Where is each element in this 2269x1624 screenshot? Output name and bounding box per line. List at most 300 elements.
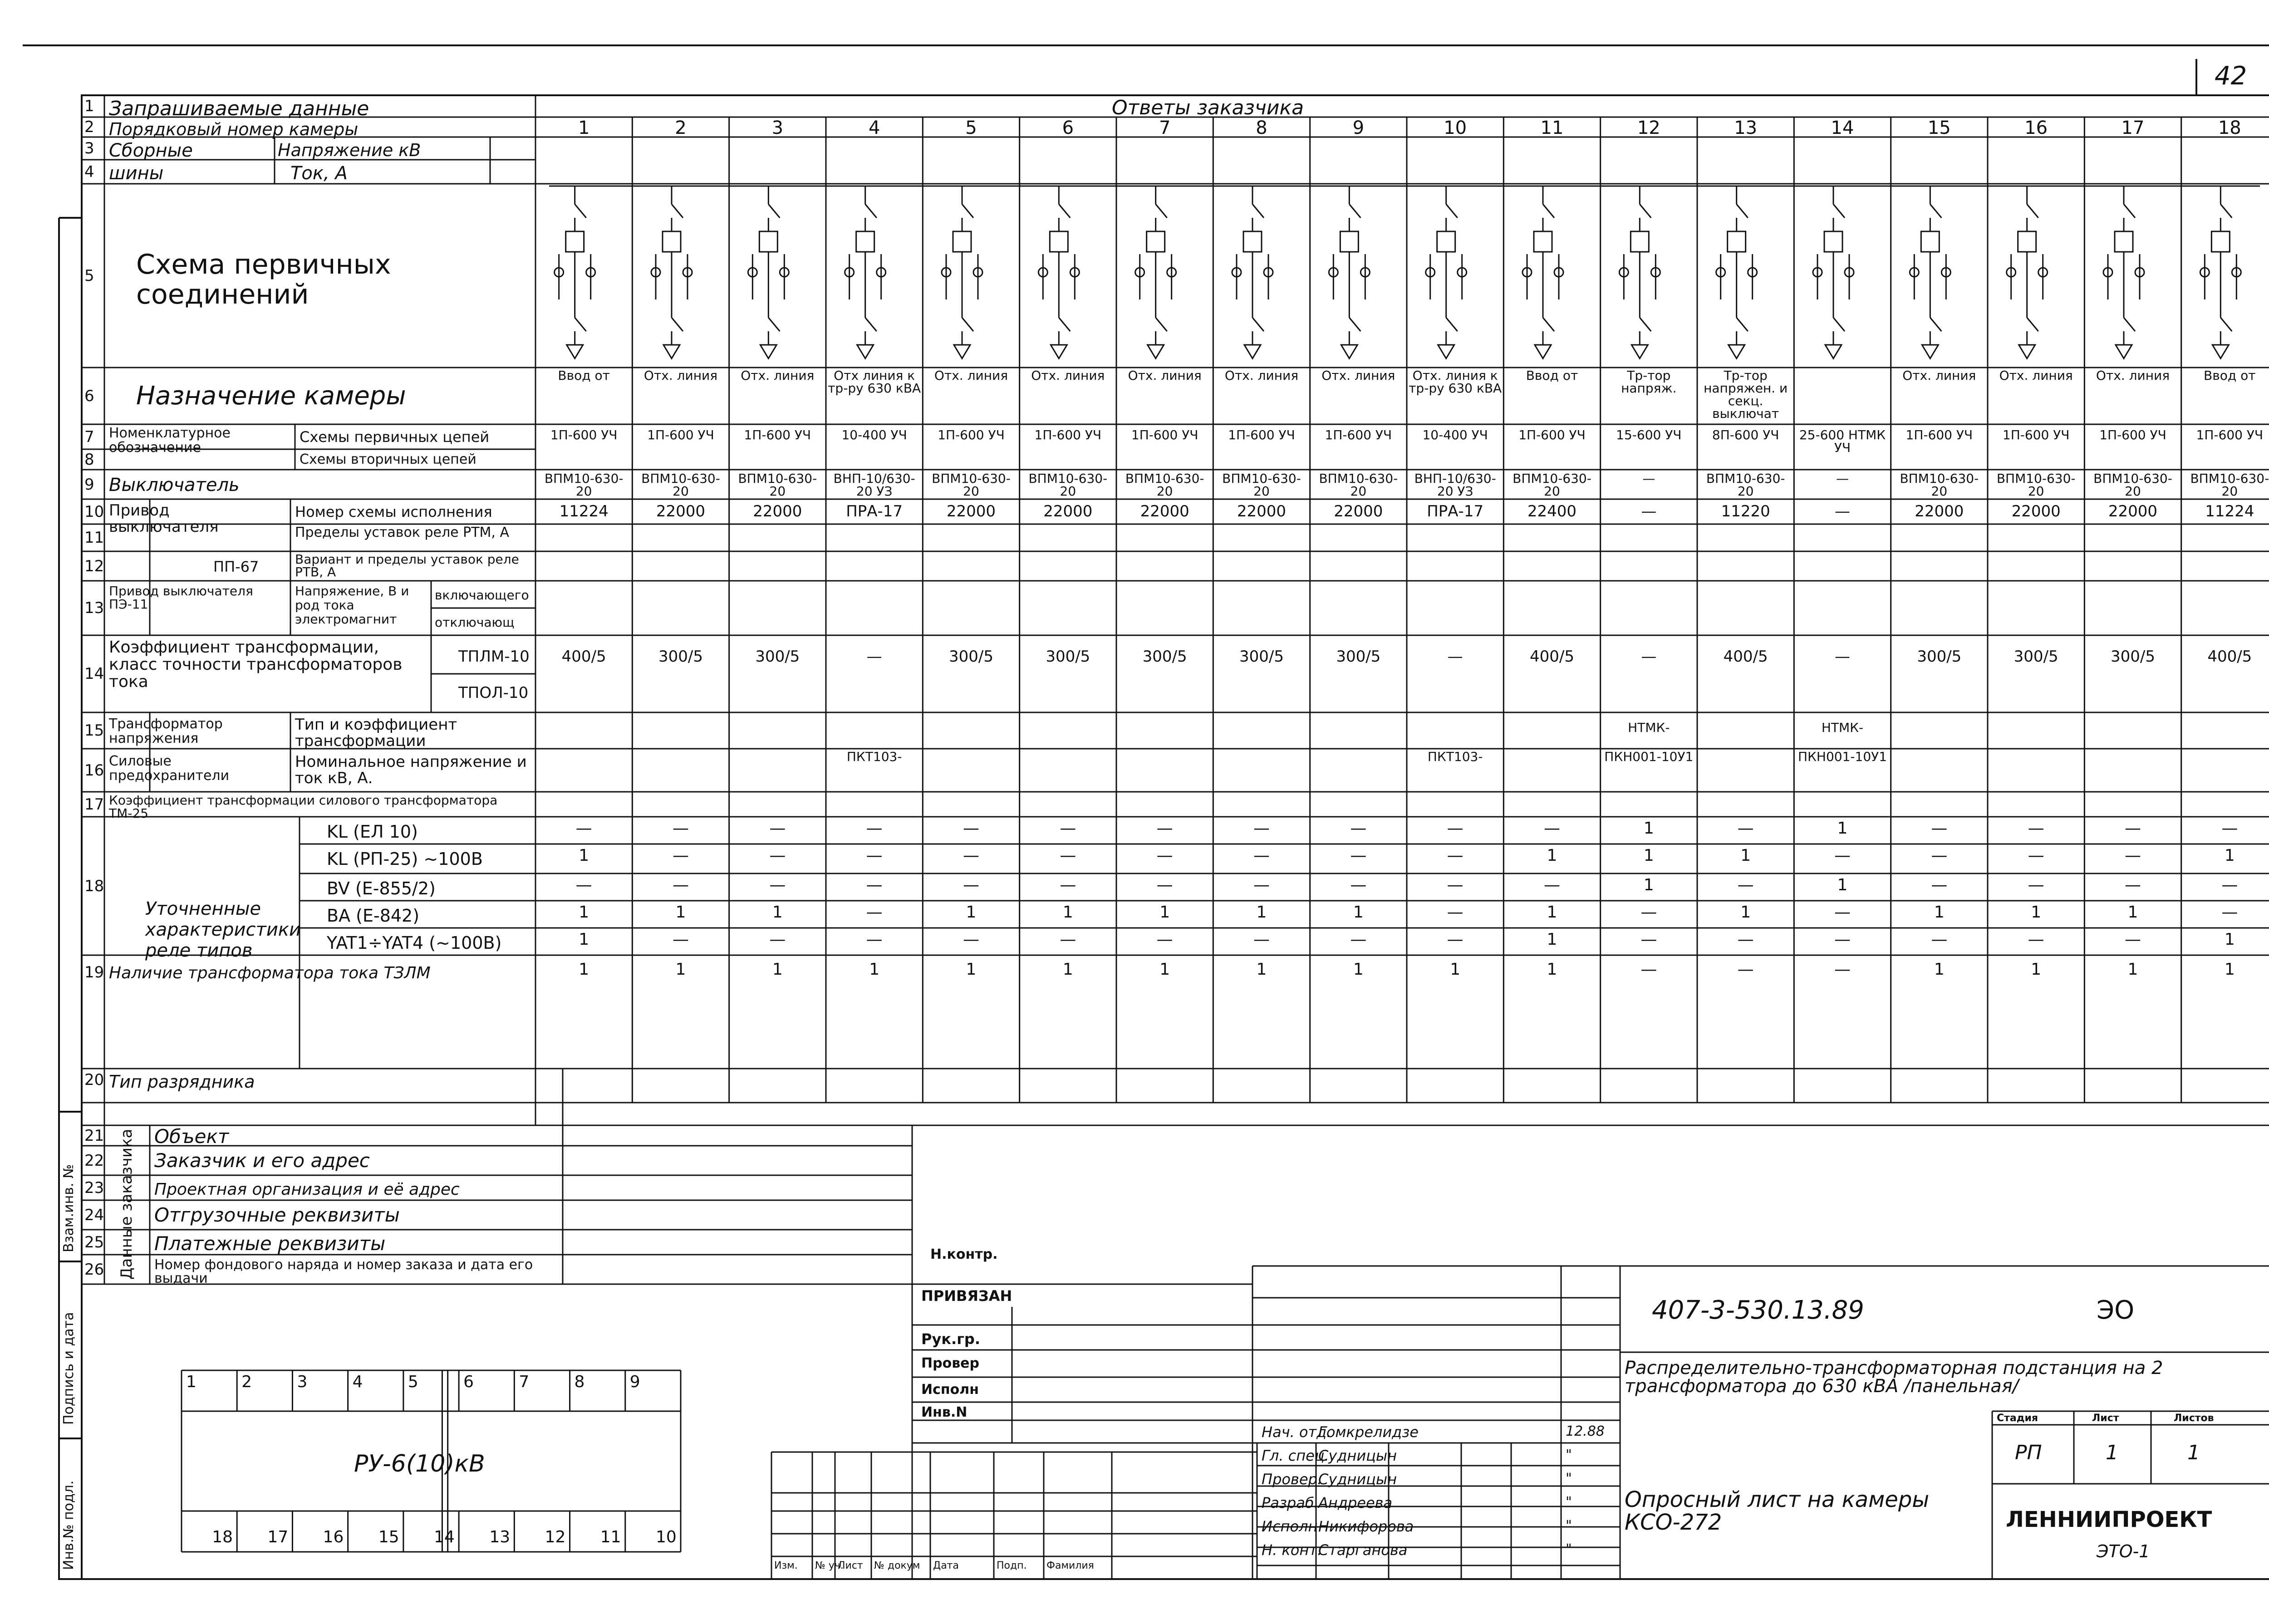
label-fuses: Силовые предохранители: [109, 753, 230, 784]
row-number-2: 2: [84, 118, 94, 136]
stamp-prover: Провер: [921, 1355, 979, 1371]
ru-cell-bottom-10: 10: [656, 1528, 677, 1546]
relay-kl-el10-cam-4: —: [866, 819, 883, 838]
purpose-cam-9: Отх. линия: [1321, 368, 1395, 383]
breaker-cam-12: —: [1642, 471, 1655, 486]
label-pp67: ПП-67: [213, 558, 259, 575]
purpose-cam-10: Отх. линия к тр-ру 630 кВА: [1409, 368, 1502, 396]
stamp-ispoln: Исполн: [921, 1382, 979, 1398]
label-busbars: Сборные: [109, 140, 193, 161]
stamp-signer-date-4: ": [1566, 1494, 1572, 1510]
vt-type-cam-14: НТМК-: [1821, 720, 1864, 735]
scheme-no-cam-15: 22000: [1915, 502, 1964, 520]
ru-cell-top-1: 1: [186, 1373, 196, 1391]
ct-ratio-cam-3: 300/5: [755, 648, 800, 666]
label-closing: включающего: [435, 588, 529, 603]
stamp-stage: РП: [2015, 1441, 2042, 1464]
stamp-signer-role-4: Разраб.: [1262, 1494, 1319, 1511]
relay-yat-cam-18: 1: [2224, 930, 2235, 949]
label-nomenclature: Номенклатурное обозначение: [109, 425, 231, 456]
row-number-22: 22: [84, 1151, 104, 1170]
breaker-cam-16: ВПМ10-630-20: [1996, 471, 2076, 499]
relay-bv-cam-13: —: [1737, 876, 1754, 894]
relay-kl-rp25-cam-4: —: [866, 846, 883, 865]
scheme-camera-3: [748, 186, 789, 358]
ru-cell-bottom-18: 18: [212, 1528, 233, 1546]
cameras-cam-15: 15: [1927, 118, 1951, 138]
scheme-no-cam-13: 11220: [1721, 502, 1770, 520]
purpose-cam-16: Отх. линия: [1999, 368, 2073, 383]
ct-ratio-cam-8: 300/5: [1239, 648, 1284, 666]
scheme-no-cam-10: ПРА-17: [1427, 502, 1484, 520]
relay-kl-rp25-cam-8: —: [1253, 846, 1270, 865]
fuse-cam-4: ПКТ103-: [846, 749, 902, 764]
stamp-rev-col-6: Подп.: [997, 1560, 1027, 1571]
relay-kl-el10-cam-7: —: [1156, 819, 1173, 838]
relay-yat-cam-1: 1: [579, 930, 589, 949]
primary-cam-1: 1П-600 УЧ: [550, 427, 618, 442]
relay-ba-cam-9: 1: [1353, 903, 1364, 922]
relay-kl-rp25-cam-5: —: [963, 846, 979, 865]
relay-yat-cam-15: —: [1931, 930, 1948, 949]
relay-bv-cam-11: —: [1543, 876, 1560, 894]
relay-kl-el10-cam-9: —: [1350, 819, 1367, 838]
row-number-17: 17: [84, 795, 104, 814]
row-number-4: 4: [84, 162, 94, 181]
breaker-cam-8: ВПМ10-630-20: [1222, 471, 1301, 499]
tzlm-cam-1: 1: [579, 960, 589, 979]
row-number-7: 7: [84, 427, 94, 446]
relay-yat-cam-12: —: [1640, 930, 1657, 949]
relay-kl-rp25-cam-10: —: [1447, 846, 1464, 865]
tzlm-cam-12: —: [1640, 960, 1657, 979]
label-busbars-2: шины: [109, 163, 164, 184]
fuse-cam-14: ПКН001-10У1: [1798, 749, 1887, 764]
scheme-camera-6: [1038, 186, 1079, 358]
purpose-cam-1: Ввод от: [558, 368, 610, 383]
relay-yat-cam-9: —: [1350, 930, 1367, 949]
primary-cam-11: 1П-600 УЧ: [1518, 427, 1586, 442]
cameras-cam-8: 8: [1256, 118, 1267, 138]
label-secondary-circuits: Схемы вторичных цепей: [300, 451, 476, 467]
stamp-org: ЛЕННИИПРОЕКТ: [2006, 1507, 2212, 1532]
label-camera-purpose: Назначение камеры: [136, 381, 406, 411]
scheme-no-cam-7: 22000: [1140, 502, 1189, 520]
ru-cell-bottom-15: 15: [378, 1528, 399, 1546]
ru-block-title: РУ-6(10)кВ: [354, 1450, 485, 1477]
row-number-20: 20: [84, 1071, 104, 1089]
purpose-cam-11: Ввод от: [1526, 368, 1578, 383]
relay-kl-el10-cam-11: —: [1543, 819, 1560, 838]
purpose-cam-3: Отх. линия: [741, 368, 815, 383]
relay-ba-cam-14: —: [1834, 903, 1851, 922]
cameras-cam-6: 6: [1062, 118, 1074, 138]
scheme-no-cam-12: —: [1641, 502, 1657, 520]
stamp-signer-date-1: 12.88: [1566, 1423, 1605, 1439]
relay-kl-rp25-cam-9: —: [1350, 846, 1367, 865]
relay-kl-el10-cam-17: —: [2124, 819, 2141, 838]
relay-kl-el10-cam-5: —: [963, 819, 979, 838]
label-tplm10: ТПЛМ-10: [458, 648, 530, 666]
stamp-rev-col-3: Лист: [838, 1560, 863, 1571]
side-stamp-inv: Инв.№ подл.: [61, 1480, 77, 1570]
primary-cam-10: 10-400 УЧ: [1422, 427, 1488, 442]
stamp-inv: Инв.N: [921, 1404, 968, 1420]
label-primary-scheme: Схема первичных соединений: [136, 249, 391, 310]
relay-kl-el10-cam-10: —: [1447, 819, 1464, 838]
relay-kl-rp25-cam-1: 1: [579, 846, 589, 865]
row-number-25: 25: [84, 1233, 104, 1251]
relay-type-1: KL (ЕЛ 10): [327, 822, 418, 842]
relay-ba-cam-13: 1: [1740, 903, 1751, 922]
relay-yat-cam-10: —: [1447, 930, 1464, 949]
relay-bv-cam-2: —: [672, 876, 689, 894]
ru-cell-bottom-16: 16: [323, 1528, 344, 1546]
scheme-no-cam-16: 22000: [2011, 502, 2061, 520]
ct-ratio-cam-7: 300/5: [1142, 648, 1187, 666]
ct-ratio-cam-10: —: [1447, 648, 1463, 666]
scheme-no-cam-8: 22000: [1237, 502, 1287, 520]
scheme-no-cam-18: 11224: [2205, 502, 2254, 520]
stamp-project-title: Распределительно-трансформаторная подстанция на 2 трансформатора до 630 кВА /панельная/: [1625, 1358, 2163, 1397]
stamp-rev-col-4: № докум: [874, 1560, 920, 1571]
relay-bv-cam-4: —: [866, 876, 883, 894]
scheme-no-cam-6: 22000: [1043, 502, 1093, 520]
relay-kl-rp25-cam-13: 1: [1740, 846, 1751, 865]
relay-ba-cam-15: 1: [1934, 903, 1945, 922]
ru-cell-top-6: 6: [463, 1373, 474, 1391]
stamp-signer-name-1: Гомкрелидзе: [1318, 1423, 1419, 1441]
relay-kl-rp25-cam-17: —: [2124, 846, 2141, 865]
relay-kl-el10-cam-3: —: [769, 819, 786, 838]
ru-cell-top-7: 7: [519, 1373, 530, 1391]
tzlm-cam-13: —: [1737, 960, 1754, 979]
purpose-cam-15: Отх. линия: [1902, 368, 1976, 383]
relay-kl-rp25-cam-6: —: [1060, 846, 1076, 865]
cameras-cam-18: 18: [2218, 118, 2241, 138]
stamp-sheet: 1: [2106, 1441, 2118, 1464]
cameras-cam-14: 14: [1831, 118, 1854, 138]
relay-yat-cam-6: —: [1060, 930, 1076, 949]
relay-kl-rp25-cam-3: —: [769, 846, 786, 865]
relay-kl-el10-cam-2: —: [672, 819, 689, 838]
scheme-camera-7: [1135, 186, 1176, 358]
answers-title: Ответы заказчика: [1112, 96, 1304, 119]
relay-kl-rp25-cam-12: 1: [1643, 846, 1654, 865]
scheme-no-cam-11: 22400: [1527, 502, 1577, 520]
label-aux-transformer: Коэффициент трансформации силового трансформатора ТМ-25: [109, 793, 498, 821]
cameras-cam-3: 3: [771, 118, 784, 138]
label-drive: Привод выключателя: [109, 501, 219, 536]
relay-yat-cam-16: —: [2028, 930, 2044, 949]
relay-ba-cam-1: 1: [579, 903, 589, 922]
label-customer-data-vertical: Данные заказчика: [118, 1128, 136, 1280]
label-current: Ток, А: [290, 163, 348, 184]
stamp-signer-name-6: Старганова: [1318, 1541, 1408, 1559]
scheme-camera-8: [1232, 186, 1273, 358]
relay-ba-cam-3: 1: [772, 903, 783, 922]
primary-cam-4: 10-400 УЧ: [841, 427, 907, 442]
ct-ratio-cam-1: 400/5: [561, 648, 606, 666]
label-design-org: Проектная организация и её адрес: [154, 1180, 460, 1199]
scheme-camera-18: [2200, 186, 2241, 358]
relay-ba-cam-12: —: [1640, 903, 1657, 922]
label-drive-pe11: Привод выключателя ПЭ-11: [109, 584, 253, 612]
cameras-cam-9: 9: [1352, 118, 1365, 138]
side-stamp-sign: Подпись и дата: [61, 1312, 77, 1425]
label-tzlm: Наличие трансформатора тока ТЗЛМ: [109, 964, 431, 982]
label-voltage: Напряжение кВ: [278, 140, 421, 160]
breaker-cam-11: ВПМ10-630-20: [1513, 471, 1591, 499]
ct-ratio-cam-9: 300/5: [1336, 648, 1381, 666]
primary-cam-3: 1П-600 УЧ: [744, 427, 811, 442]
ru-cell-bottom-12: 12: [545, 1528, 566, 1546]
relay-ba-cam-16: 1: [2031, 903, 2042, 922]
label-rtv-limits: Вариант и пределы уставок реле РТВ, А: [295, 552, 519, 579]
stamp-rev-col-5: Дата: [933, 1560, 959, 1571]
scheme-camera-5: [942, 186, 982, 358]
relay-ba-cam-7: 1: [1159, 903, 1170, 922]
scheme-no-cam-2: 22000: [656, 502, 706, 520]
stamp-signer-date-6: ": [1566, 1541, 1572, 1557]
row-number-13: 13: [84, 599, 104, 617]
ru-cell-bottom-17: 17: [267, 1528, 289, 1546]
ct-ratio-cam-13: 400/5: [1723, 648, 1768, 666]
stamp-signer-date-3: ": [1566, 1471, 1572, 1487]
purpose-cam-12: Тр-тор напряж.: [1621, 368, 1677, 396]
relay-kl-rp25-cam-18: 1: [2224, 846, 2235, 865]
scheme-camera-1: [555, 186, 595, 358]
breaker-cam-13: ВПМ10-630-20: [1706, 471, 1785, 499]
tzlm-cam-9: 1: [1353, 960, 1364, 979]
primary-cam-18: 1П-600 УЧ: [2196, 427, 2264, 442]
tzlm-cam-17: 1: [2127, 960, 2138, 979]
label-arrester: Тип разрядника: [109, 1072, 255, 1092]
stamp-org-code: ЭТО-1: [2097, 1541, 2150, 1561]
row-number-11: 11: [84, 529, 104, 547]
breaker-cam-14: —: [1836, 471, 1849, 486]
relay-yat-cam-14: —: [1834, 930, 1851, 949]
label-shipping: Отгрузочные реквизиты: [154, 1204, 400, 1226]
sheet-number: 42: [2215, 61, 2247, 91]
relay-bv-cam-7: —: [1156, 876, 1173, 894]
ru-cell-bottom-13: 13: [489, 1528, 511, 1546]
side-stamp-replace: Взам.инв. №: [61, 1164, 77, 1252]
ct-ratio-cam-11: 400/5: [1530, 648, 1574, 666]
cameras-cam-16: 16: [2024, 118, 2048, 138]
scheme-camera-10: [1426, 186, 1467, 358]
relay-kl-el10-cam-18: —: [2221, 819, 2238, 838]
cameras-cam-17: 17: [2121, 118, 2145, 138]
scheme-no-cam-14: —: [1834, 502, 1850, 520]
label-tpol10: ТПОЛ-10: [458, 684, 529, 702]
scheme-camera-2: [651, 186, 692, 358]
stamp-signer-date-5: ": [1566, 1518, 1572, 1534]
label-vt-type: Тип и коэффициент трансформации: [295, 716, 457, 750]
stamp-signer-name-3: Судницын: [1318, 1471, 1397, 1488]
ru-cell-bottom-14: 14: [434, 1528, 455, 1546]
relay-bv-cam-1: —: [575, 876, 592, 894]
purpose-cam-17: Отх. линия: [2096, 368, 2170, 383]
label-breaker: Выключатель: [109, 475, 240, 496]
ct-ratio-cam-2: 300/5: [658, 648, 703, 666]
stamp-doc-suffix: ЭО: [2097, 1295, 2135, 1325]
relay-kl-el10-cam-15: —: [1931, 819, 1948, 838]
tzlm-cam-7: 1: [1159, 960, 1170, 979]
scheme-camera-4: [845, 186, 886, 358]
scheme-no-cam-1: 11224: [559, 502, 609, 520]
row-number-21: 21: [84, 1126, 104, 1145]
row-number-26: 26: [84, 1260, 104, 1279]
relay-bv-cam-12: 1: [1643, 876, 1654, 894]
relay-kl-el10-cam-8: —: [1253, 819, 1270, 838]
tzlm-cam-2: 1: [675, 960, 686, 979]
relay-kl-el10-cam-14: 1: [1837, 819, 1848, 838]
breaker-cam-1: ВПМ10-630-20: [544, 471, 624, 499]
primary-cam-5: 1П-600 УЧ: [938, 427, 1005, 442]
ct-ratio-cam-14: —: [1834, 648, 1850, 666]
tzlm-cam-6: 1: [1062, 960, 1073, 979]
scheme-camera-16: [2007, 186, 2048, 358]
stamp-signer-role-6: Н. конт.: [1262, 1541, 1322, 1559]
relay-yat-cam-17: —: [2124, 930, 2141, 949]
relay-type-2: KL (РП-25) ~100В: [327, 849, 483, 869]
relay-bv-cam-17: —: [2124, 876, 2141, 894]
stamp-stage-label: Стадия: [1997, 1413, 2038, 1424]
stamp-sheets: 1: [2187, 1441, 2200, 1464]
label-vt: Трансформатор напряжения: [109, 716, 223, 746]
purpose-cam-7: Отх. линия: [1128, 368, 1202, 383]
relay-yat-cam-4: —: [866, 930, 883, 949]
label-object: Объект: [154, 1125, 229, 1148]
fuse-cam-12: ПКН001-10У1: [1604, 749, 1694, 764]
ru-cell-top-3: 3: [297, 1373, 308, 1391]
fuse-cam-10: ПКТ103-: [1427, 749, 1483, 764]
ct-ratio-cam-17: 300/5: [2111, 648, 2155, 666]
scheme-camera-15: [1910, 186, 1950, 358]
scheme-camera-11: [1522, 186, 1563, 358]
relay-bv-cam-8: —: [1253, 876, 1270, 894]
purpose-cam-4: Отх линия к тр-ру 630 кВА: [828, 368, 921, 396]
relay-kl-rp25-cam-2: —: [672, 846, 689, 865]
breaker-cam-5: ВПМ10-630-20: [932, 471, 1011, 499]
primary-cam-17: 1П-600 УЧ: [2099, 427, 2166, 442]
label-voltage-current-kind: Напряжение, В и род тока электромагнит: [295, 584, 409, 627]
purpose-cam-2: Отх. линия: [643, 368, 718, 383]
row-number-19: 19: [84, 963, 104, 981]
ru-cell-top-8: 8: [574, 1373, 585, 1391]
cameras-cam-4: 4: [868, 118, 880, 138]
relay-ba-cam-5: 1: [966, 903, 977, 922]
scheme-no-cam-5: 22000: [946, 502, 996, 520]
scheme-camera-17: [2103, 186, 2144, 358]
relay-type-3: BV (Е-855/2): [327, 878, 436, 898]
relay-yat-cam-2: —: [672, 930, 689, 949]
scheme-camera-9: [1329, 186, 1370, 358]
relay-ba-cam-8: 1: [1256, 903, 1267, 922]
cameras-cam-10: 10: [1444, 118, 1467, 138]
cameras-cam-11: 11: [1540, 118, 1564, 138]
stamp-signer-role-2: Гл. спец.: [1262, 1447, 1329, 1464]
ru-cell-top-2: 2: [241, 1373, 252, 1391]
relay-kl-rp25-cam-16: —: [2028, 846, 2044, 865]
relay-kl-el10-cam-6: —: [1060, 819, 1076, 838]
row-number-12: 12: [84, 557, 104, 575]
stamp-rev-col-7: Фамилия: [1046, 1560, 1094, 1571]
breaker-cam-2: ВПМ10-630-20: [641, 471, 720, 499]
row-number-23: 23: [84, 1178, 104, 1197]
relay-kl-el10-cam-13: —: [1737, 819, 1754, 838]
ct-ratio-cam-18: 400/5: [2207, 648, 2252, 666]
scheme-no-cam-4: ПРА-17: [846, 502, 903, 520]
label-customer: Заказчик и его адрес: [154, 1149, 370, 1172]
cameras-cam-7: 7: [1159, 118, 1171, 138]
primary-cam-15: 1П-600 УЧ: [1906, 427, 1973, 442]
tzlm-cam-8: 1: [1256, 960, 1267, 979]
ru-cell-top-5: 5: [408, 1373, 418, 1391]
stamp-signer-name-2: Судницын: [1318, 1447, 1397, 1464]
row-number-5: 5: [84, 266, 94, 285]
ct-ratio-cam-5: 300/5: [949, 648, 993, 666]
stamp-doc-code: 407-3-530.13.89: [1652, 1295, 1864, 1325]
vt-type-cam-12: НТМК-: [1628, 720, 1670, 735]
breaker-cam-3: ВПМ10-630-20: [738, 471, 817, 499]
relay-type-4: BA (Е-842): [327, 906, 420, 926]
tzlm-cam-11: 1: [1547, 960, 1557, 979]
breaker-cam-18: ВПМ10-630-20: [2190, 471, 2269, 499]
stamp-sheet-label: Лист: [2092, 1413, 2119, 1424]
relay-ba-cam-6: 1: [1062, 903, 1073, 922]
breaker-cam-17: ВПМ10-630-20: [2093, 471, 2172, 499]
purpose-cam-6: Отх. линия: [1031, 368, 1105, 383]
label-camera-number: Порядковый номер камеры: [109, 119, 359, 139]
stamp-n-kontr: Н.контр.: [930, 1246, 998, 1262]
row-number-14: 14: [84, 665, 104, 683]
row-number-24: 24: [84, 1206, 104, 1224]
relay-ba-cam-10: —: [1447, 903, 1464, 922]
scheme-no-cam-17: 22000: [2108, 502, 2158, 520]
relay-kl-el10-cam-16: —: [2028, 819, 2044, 838]
row-number-10: 10: [84, 502, 104, 521]
label-requested-data: Запрашиваемые данные: [109, 97, 369, 120]
ct-ratio-cam-12: —: [1641, 648, 1657, 666]
tzlm-cam-14: —: [1834, 960, 1851, 979]
stamp-signer-role-5: Исполн: [1262, 1518, 1318, 1535]
scheme-camera-13: [1716, 186, 1757, 358]
ru-cell-top-4: 4: [352, 1373, 363, 1391]
ct-ratio-cam-16: 300/5: [2014, 648, 2058, 666]
relay-bv-cam-9: —: [1350, 876, 1367, 894]
ct-ratio-cam-4: —: [866, 648, 882, 666]
primary-cam-9: 1П-600 УЧ: [1325, 427, 1392, 442]
relay-kl-rp25-cam-14: —: [1834, 846, 1851, 865]
relay-ba-cam-18: —: [2221, 903, 2238, 922]
breaker-cam-15: ВПМ10-630-20: [1900, 471, 1979, 499]
purpose-cam-5: Отх. линия: [934, 368, 1008, 383]
relay-bv-cam-5: —: [963, 876, 979, 894]
primary-cam-16: 1П-600 УЧ: [2002, 427, 2070, 442]
label-tripping: отключающ: [435, 615, 515, 630]
stamp-privyazan: ПРИВЯЗАН: [921, 1287, 1012, 1305]
scheme-camera-14: [1813, 186, 1854, 358]
ct-ratio-cam-6: 300/5: [1046, 648, 1090, 666]
row-number-3: 3: [84, 139, 94, 157]
row-number-1: 1: [84, 97, 94, 115]
tzlm-cam-15: 1: [1934, 960, 1945, 979]
stamp-signer-name-4: Андреева: [1318, 1494, 1393, 1511]
relay-ba-cam-4: —: [866, 903, 883, 922]
purpose-cam-18: Ввод от: [2204, 368, 2256, 383]
